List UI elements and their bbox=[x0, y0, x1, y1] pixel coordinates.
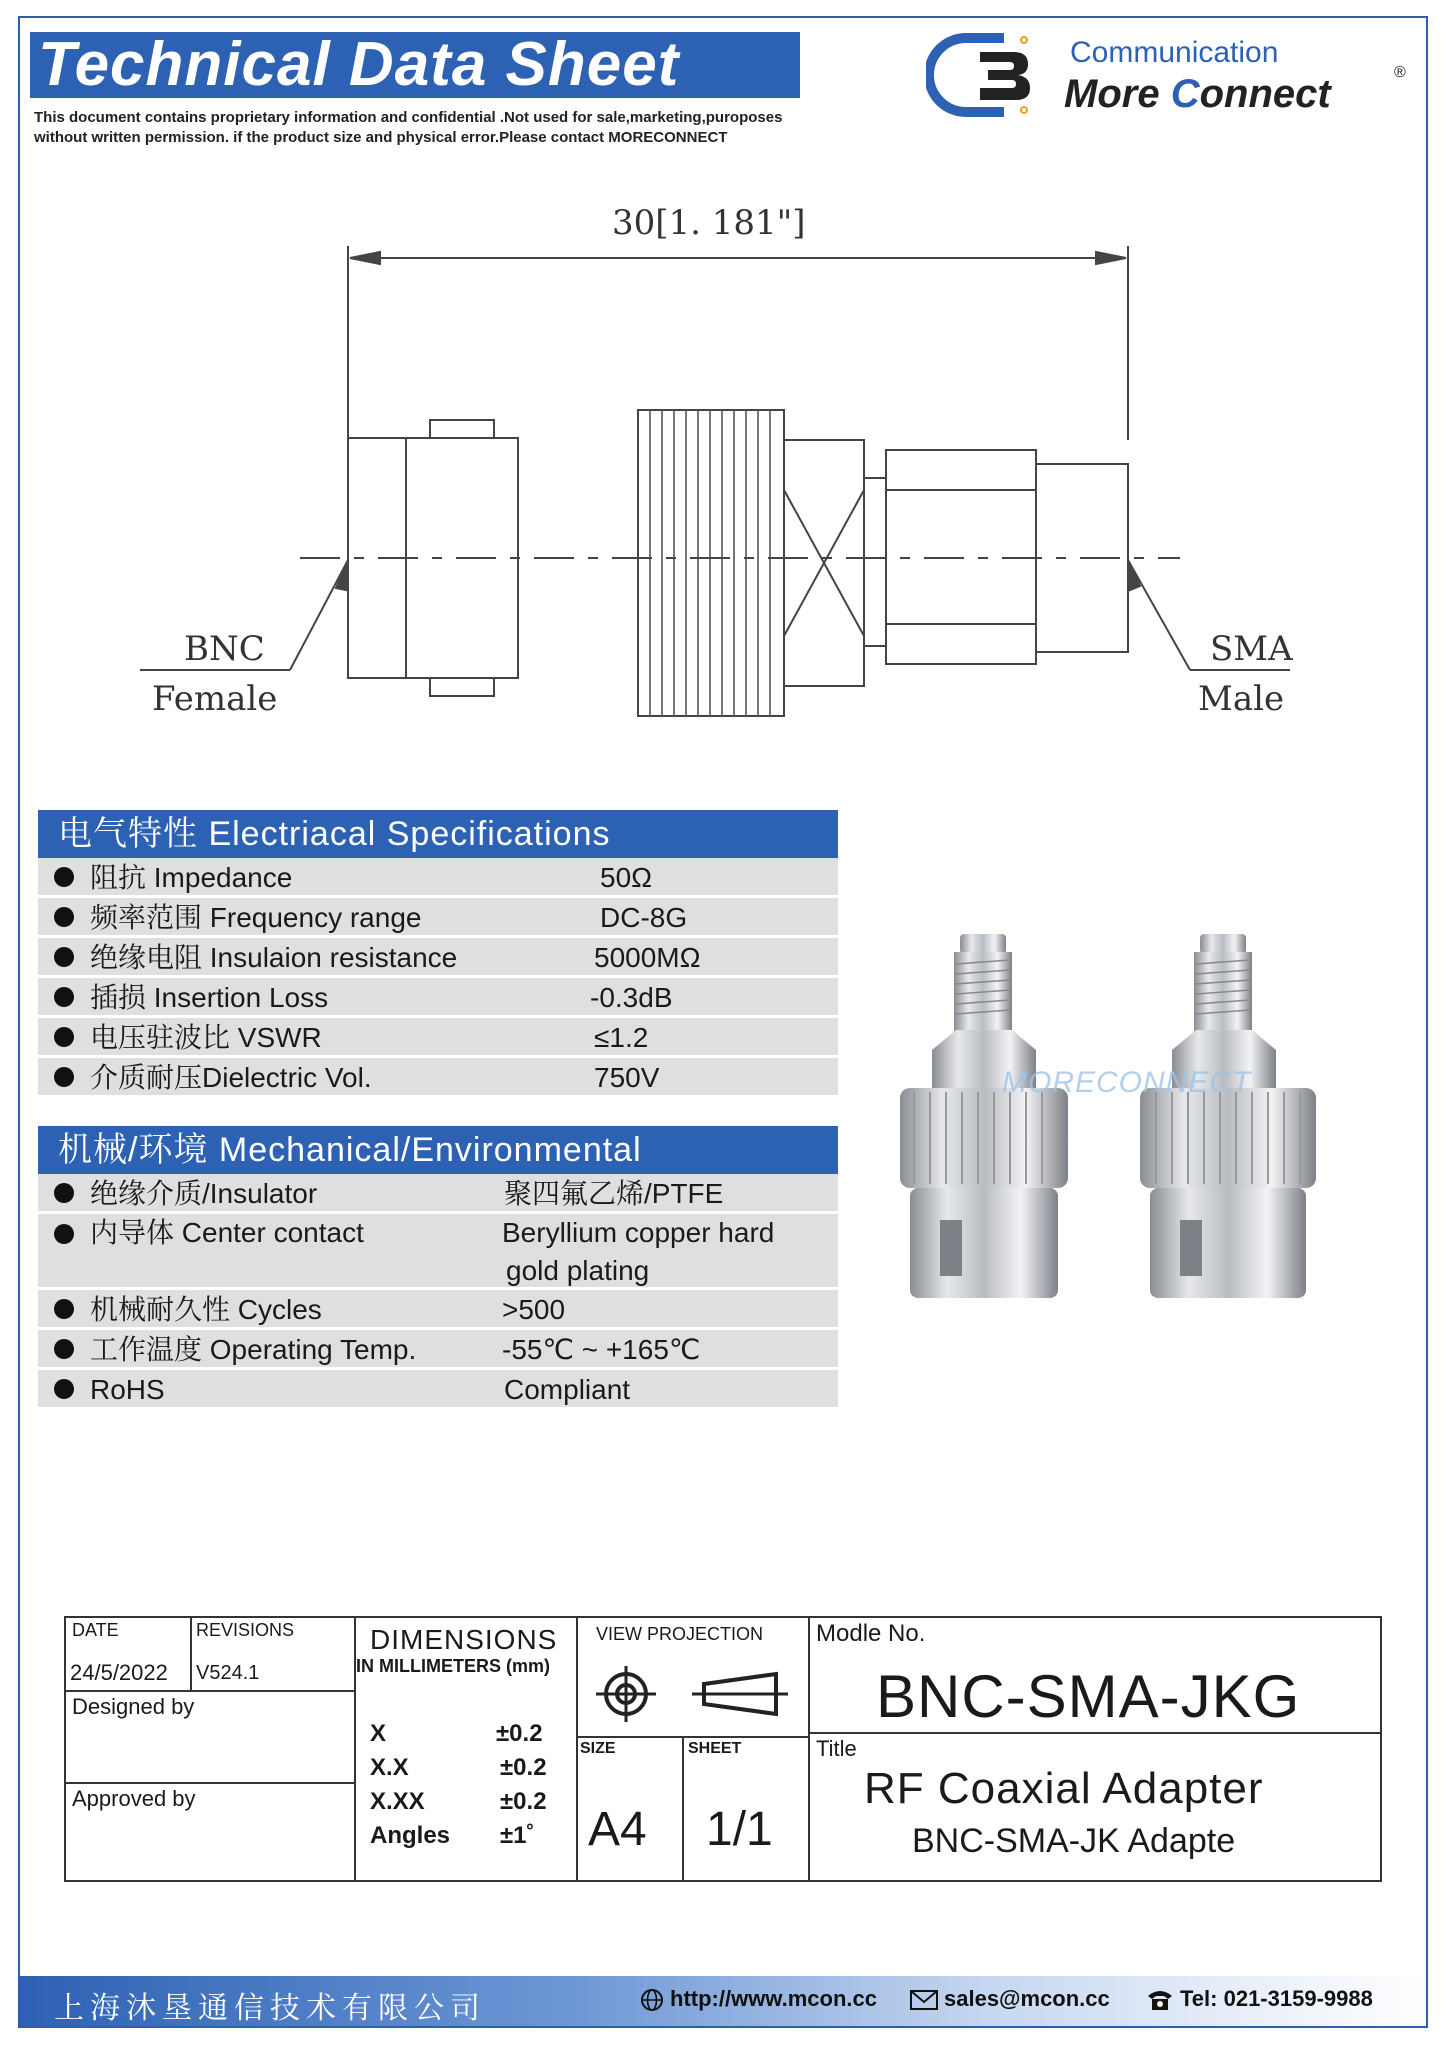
spec-value: Compliant bbox=[504, 1374, 631, 1405]
mail-icon bbox=[910, 1989, 938, 2011]
spec-value: 聚四氟乙烯/PTFE bbox=[504, 1178, 724, 1209]
footer-phone[interactable] bbox=[1146, 1986, 1373, 2012]
brand-name bbox=[1064, 72, 1331, 117]
spec-row bbox=[38, 1058, 838, 1098]
spec-row bbox=[38, 1370, 838, 1410]
footer-email[interactable] bbox=[910, 1986, 1110, 2012]
spec-value: -55℃ ~ +165℃ bbox=[502, 1334, 701, 1365]
spec-value: Beryllium copper hard bbox=[502, 1217, 775, 1248]
adapter-left bbox=[900, 934, 1068, 1298]
brand-tagline: Communication bbox=[1070, 36, 1279, 69]
bullet-icon bbox=[54, 907, 74, 927]
date-label: DATE bbox=[72, 1620, 119, 1640]
footer-website[interactable] bbox=[640, 1986, 877, 2012]
divider bbox=[190, 1618, 192, 1690]
model-label: Modle No. bbox=[816, 1620, 926, 1647]
model-value: BNC-SMA-JKG bbox=[876, 1663, 1301, 1730]
disclaimer-line-2: without written permission. if the product size and physical error.Please contact MORECONNECT bbox=[34, 129, 728, 146]
divider bbox=[682, 1736, 684, 1882]
designed-by-label: Designed by bbox=[72, 1694, 195, 1719]
company-logo-icon bbox=[926, 30, 1036, 120]
sheet-value: 1/1 bbox=[706, 1803, 773, 1856]
bullet-icon bbox=[54, 867, 74, 887]
title-subvalue: BNC-SMA-JK Adapte bbox=[912, 1822, 1236, 1860]
electrical-header: 电气特性 Electriacal Specifications bbox=[38, 810, 838, 858]
tolerance-key: X.XX bbox=[370, 1788, 425, 1815]
mechanical-header: 机械/环境 Mechanical/Environmental bbox=[38, 1126, 838, 1174]
spec-label: 绝缘介质/Insulator bbox=[90, 1178, 318, 1209]
spec-label: 工作温度 Operating Temp. bbox=[90, 1334, 417, 1365]
product-photo bbox=[880, 920, 1360, 1320]
divider bbox=[576, 1618, 578, 1880]
spec-label: RoHS bbox=[90, 1374, 165, 1405]
spec-label: 电压驻波比 VSWR bbox=[90, 1022, 322, 1053]
tolerance-key: X bbox=[370, 1720, 387, 1747]
spec-value: 50Ω bbox=[600, 862, 653, 893]
bullet-icon bbox=[54, 1027, 74, 1047]
document-title: Technical Data Sheet bbox=[30, 32, 800, 98]
spec-row bbox=[38, 1214, 838, 1290]
disclaimer bbox=[34, 108, 814, 148]
projection-symbol-icon bbox=[596, 1662, 796, 1726]
tolerance-value: ±0.2 bbox=[500, 1788, 547, 1815]
spec-value: ≤1.2 bbox=[594, 1022, 649, 1053]
approved-by-label: Approved by bbox=[72, 1786, 196, 1811]
spec-row bbox=[38, 1174, 838, 1214]
revisions-label: REVISIONS bbox=[196, 1620, 295, 1640]
spec-value: DC-8G bbox=[600, 902, 688, 933]
tolerance-key: Angles bbox=[370, 1822, 451, 1849]
spec-label: 阻抗 Impedance bbox=[90, 862, 293, 893]
bullet-icon bbox=[54, 1339, 74, 1359]
bullet-icon bbox=[54, 1224, 74, 1244]
tolerance-key: X.X bbox=[370, 1754, 409, 1781]
spec-value: 750V bbox=[594, 1062, 660, 1093]
bnc-label: BNC bbox=[184, 629, 265, 669]
spec-row bbox=[38, 1018, 838, 1058]
tolerance-value: ±1˚ bbox=[500, 1822, 535, 1849]
spec-row bbox=[38, 1290, 838, 1330]
female-label: Female bbox=[152, 679, 278, 719]
dimension-label: 30[1. 181"] bbox=[612, 203, 806, 243]
spec-label: 插损 Insertion Loss bbox=[90, 982, 329, 1013]
size-label: SIZE bbox=[580, 1740, 616, 1757]
tolerance-value: ±0.2 bbox=[500, 1754, 547, 1781]
footer-company: 上海沐垦通信技术有限公司 bbox=[54, 1991, 486, 2026]
phone-icon bbox=[1146, 1988, 1174, 2012]
spec-row bbox=[38, 1330, 838, 1370]
view-projection-label: VIEW PROJECTION bbox=[596, 1624, 764, 1644]
spec-row bbox=[38, 978, 838, 1018]
dimensions-subtitle: IN MILLIMETERS (mm) bbox=[356, 1656, 550, 1676]
spec-label: 频率范围 Frequency range bbox=[90, 902, 422, 933]
title-label: Title bbox=[816, 1736, 857, 1761]
spec-label: 绝缘电阻 Insulaion resistance bbox=[90, 942, 458, 973]
divider bbox=[576, 1736, 808, 1738]
email-text: sales@mcon.cc bbox=[944, 1986, 1110, 2011]
mechanical-specifications bbox=[38, 1126, 838, 1410]
brand-name-part-3: onnect bbox=[1199, 72, 1331, 116]
spec-row bbox=[38, 898, 838, 938]
bullet-icon bbox=[54, 947, 74, 967]
spec-label: 介质耐压Dielectric Vol. bbox=[90, 1062, 372, 1093]
spec-row bbox=[38, 938, 838, 978]
registered-mark: ® bbox=[1394, 64, 1406, 81]
bullet-icon bbox=[54, 1379, 74, 1399]
sheet-label: SHEET bbox=[688, 1740, 742, 1757]
divider bbox=[66, 1690, 354, 1692]
spec-value: 5000MΩ bbox=[594, 942, 701, 973]
male-label: Male bbox=[1198, 679, 1285, 719]
spec-label: 机械耐久性 Cycles bbox=[90, 1294, 322, 1325]
tolerance-value: ±0.2 bbox=[496, 1720, 543, 1747]
technical-drawing bbox=[140, 200, 1320, 760]
title-value: RF Coaxial Adapter bbox=[864, 1764, 1264, 1813]
size-value: A4 bbox=[588, 1803, 647, 1856]
website-text: http://www.mcon.cc bbox=[670, 1986, 877, 2011]
adapter-right bbox=[1140, 934, 1316, 1298]
brand-name-part-1: More bbox=[1064, 72, 1171, 116]
disclaimer-line-1: This document contains proprietary information and confidential .Not used for sale,marketing,puroposes bbox=[34, 109, 783, 126]
brand-name-part-2: C bbox=[1170, 72, 1200, 116]
electrical-specifications bbox=[38, 810, 838, 1098]
bullet-icon bbox=[54, 1067, 74, 1087]
spec-value: >500 bbox=[502, 1294, 566, 1325]
divider bbox=[808, 1618, 810, 1880]
dimensions-title: DIMENSIONS bbox=[370, 1624, 558, 1655]
bullet-icon bbox=[54, 987, 74, 1007]
bullet-icon bbox=[54, 1299, 74, 1319]
spec-row bbox=[38, 858, 838, 898]
title-block bbox=[64, 1616, 1382, 1882]
revision-value: V524.1 bbox=[196, 1662, 260, 1684]
divider bbox=[808, 1732, 1382, 1734]
globe-icon bbox=[640, 1988, 664, 2012]
spec-value: -0.3dB bbox=[590, 982, 673, 1013]
divider bbox=[66, 1782, 354, 1784]
date-value: 24/5/2022 bbox=[70, 1660, 168, 1685]
sma-label: SMA bbox=[1210, 629, 1293, 669]
phone-text: Tel: 021-3159-9988 bbox=[1180, 1986, 1373, 2011]
bullet-icon bbox=[54, 1183, 74, 1203]
spec-value-continued: gold plating bbox=[506, 1255, 650, 1286]
photo-watermark: MORECONNECT bbox=[1002, 1066, 1252, 1099]
spec-label: 内导体 Center contact bbox=[90, 1217, 364, 1248]
